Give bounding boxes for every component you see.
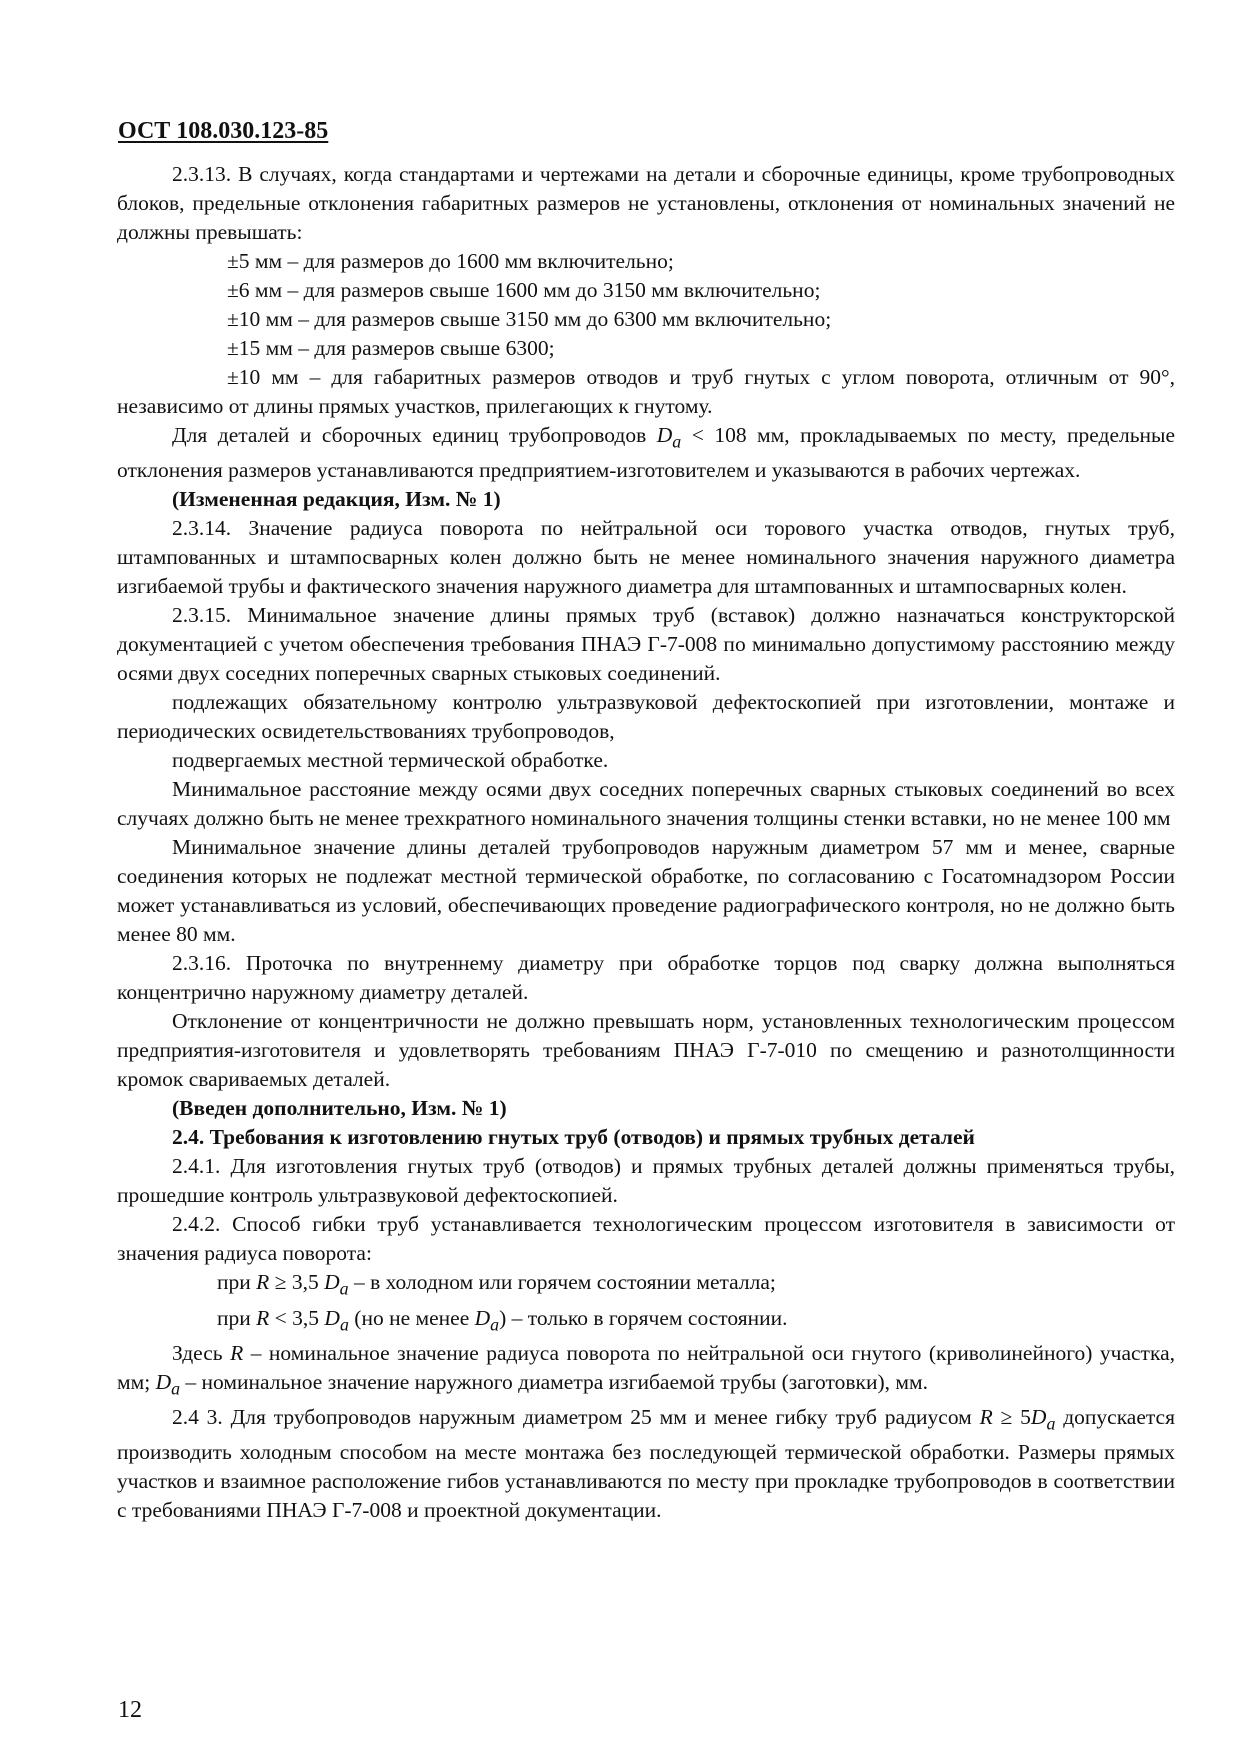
- clause-2-4-1: 2.4.1. Для изготовления гнутых труб (отводов) и прямых трубных деталей должны применяться трубы, прошедшие контроль ультразвуковой дефектоскопией.: [117, 1154, 1175, 1208]
- paragraph-heat-treatment: подвергаемых местной термической обработке.: [172, 748, 609, 773]
- clause-2-3-16: 2.3.16. Проточка по внутреннему диаметру при обработке торцов под сварку должна выполняться концентрично наружному диаметру деталей.: [117, 951, 1175, 1005]
- page-number: 12: [118, 1697, 142, 1723]
- tolerance-item-2: ±6 мм – для размеров свыше 1600 мм до 3150 мм включительно;: [227, 278, 821, 302]
- tolerance-item-3: ±10 мм – для размеров свыше 3150 мм до 6300 мм включительно;: [227, 307, 832, 331]
- paragraph-concentricity: Отклонение от концентричности не должно превышать норм, установленных технологическим процессом предприятия-изготовителя и удовлетворять требованиям ПНАЭ Г-7-010 по смещению и разнотолщинности кромок свариваемых деталей.: [117, 1009, 1175, 1092]
- clause-2-4-2: 2.4.2. Способ гибки труб устанавливается технологическим процессом изготовителя в зависимости от значения радиуса поворота:: [117, 1212, 1175, 1266]
- bending-condition-2: при R < 3,5 $D_a$ (но не менее $D_a$) – только в горячем состоянии.: [217, 1305, 788, 1334]
- edition-note-1: (Измененная редакция, Изм. № 1): [172, 487, 501, 512]
- tolerance-item-5: ±10 мм – для габаритных размеров отводов и труб гнутых с углом поворота, отличным от 90°, независимо от длины прямых участков, прилегающих к гнутому.: [117, 365, 1175, 418]
- paragraph-min-length: Минимальное значение длины деталей трубопроводов наружным диаметром 57 мм и менее, сварные соединения которых не подлежат местной термической обработке, по согласованию с Госатомнадзором России может устанавливаться из условий, обеспечивающих проведение радиографического контроля, но не должно быть менее 80 мм.: [117, 835, 1175, 947]
- paragraph-ultrasonic: подлежащих обязательному контролю ультразвуковой дефектоскопией при изготовлении, монтаже и периодических освидетельствованиях трубопроводов,: [117, 690, 1175, 744]
- paragraph-definitions: Здесь R – номинальное значение радиуса поворота по нейтральной оси гнутого (криволинейного) участка, мм; $D_a$ – номинальное значение наружного диаметра изгибаемой трубы (заготовки), мм.: [117, 1340, 1175, 1399]
- clause-2-3-15: 2.3.15. Минимальное значение длины прямых труб (вставок) должно назначаться конструкторской документацией с учетом обеспечения требования ПНАЭ Г-7-008 по минимально допустимому расстоянию между осями двух соседних поперечных сварных стыковых соединений.: [117, 603, 1175, 686]
- clause-2-3-14: 2.3.14. Значение радиуса поворота по нейтральной оси торового участка отводов, гнутых труб, штампованных и штампосварных колен должно быть не менее номинального значения наружного диаметра изгибаемой трубы и фактического значения наружного диаметра для штампованных и штампосварных колен.: [117, 516, 1175, 599]
- document-body: [117, 160, 1175, 1525]
- clause-2-4-3: 2.4 3. Для трубопроводов наружным диаметром 25 мм и менее гибку труб радиусом $R \ge 5D_a$ допускается производить холодным способом на месте монтажа без последующей термической обработки. Размеры прямых участков и взаимное расположение гибов устанавливаются по месту при прокладке трубопроводов в соответствии с требованиями ПНАЭ Г-7-008 и проектной документации.: [117, 1405, 1175, 1523]
- section-2-4-heading: 2.4. Требования к изготовлению гнутых труб (отводов) и прямых трубных деталей: [172, 1125, 975, 1150]
- tolerance-item-4: ±15 мм – для размеров свыше 6300;: [227, 336, 555, 360]
- bending-condition-1: при R ≥ 3,5 $D_a$ – в холодном или горячем состоянии металла;: [217, 1270, 776, 1299]
- tolerance-item-1: ±5 мм – для размеров до 1600 мм включительно;: [227, 249, 674, 273]
- clause-2-3-13: 2.3.13. В случаях, когда стандартами и чертежами на детали и сборочные единицы, кроме трубопроводных блоков, предельные отклонения габаритных размеров не установлены, отклонения от номинальных значений не должны превышать:: [117, 162, 1175, 244]
- paragraph-min-distance: Минимальное расстояние между осями двух соседних поперечных сварных стыковых соединений во всех случаях должно быть не менее трехкратного номинального значения толщины стенки вставки, но не менее 100 мм: [117, 777, 1175, 831]
- document-code-header: ОСТ 108.030.123-85: [118, 118, 329, 144]
- paragraph-small-pipes: Для деталей и сборочных единиц трубопроводов $D_a < 108$ мм, прокладываемых по месту, предельные отклонения размеров устанавливаются предприятием-изготовителем и указываются в рабочих чертежах.: [117, 423, 1176, 483]
- edition-note-2: (Введен дополнительно, Изм. № 1): [172, 1096, 507, 1121]
